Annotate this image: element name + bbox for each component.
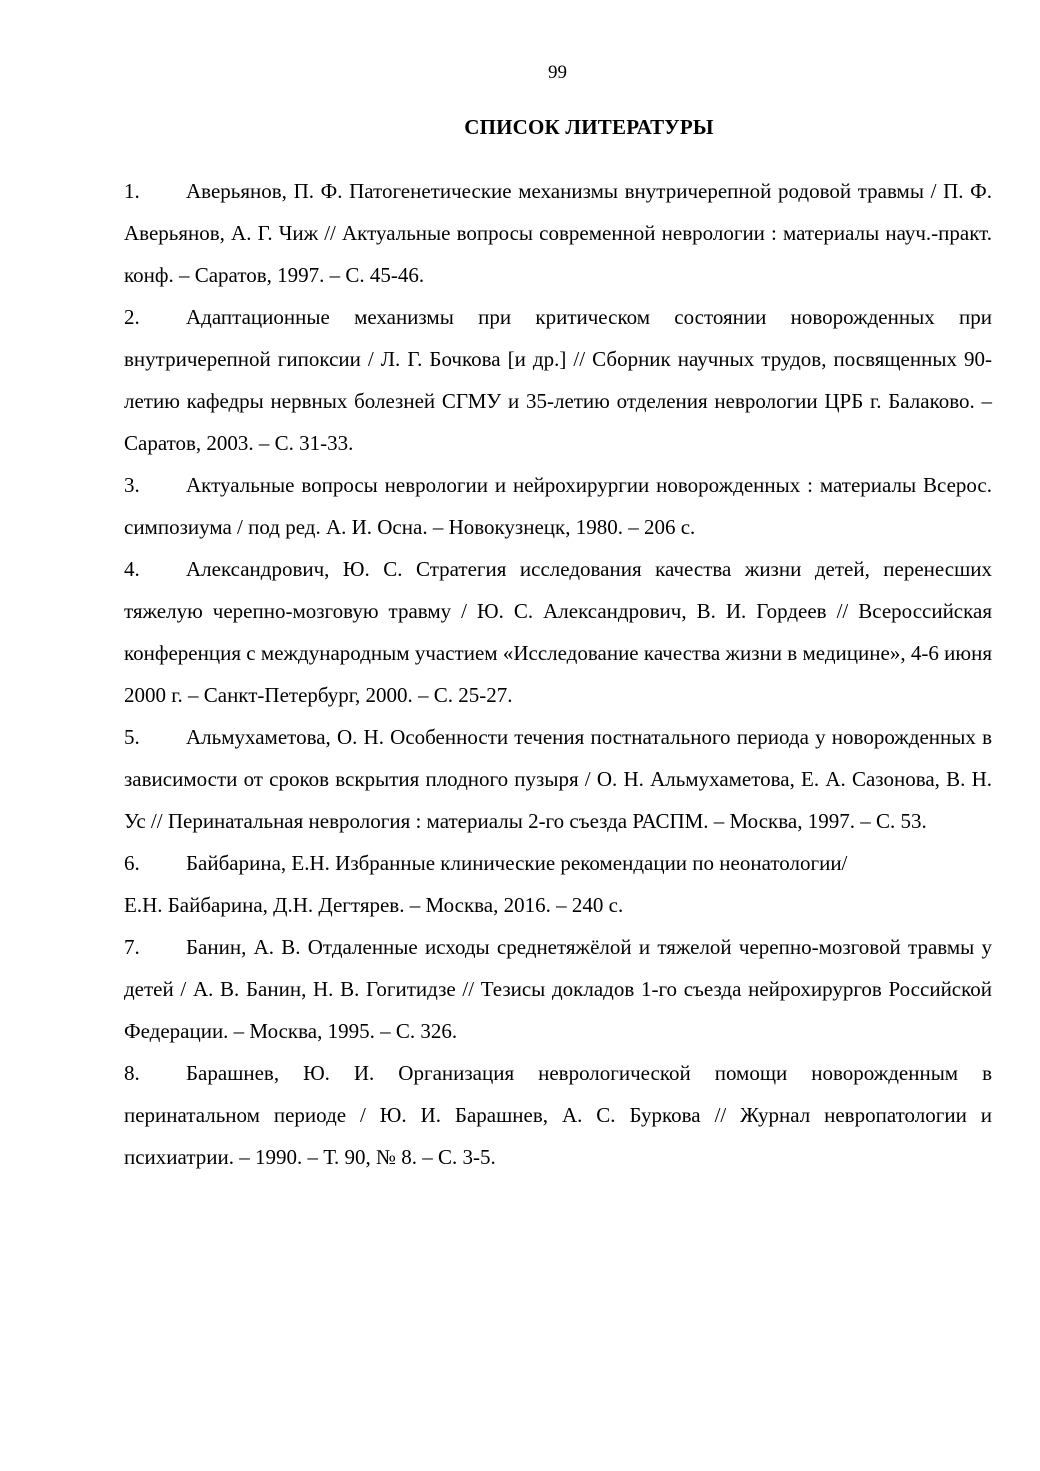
reference-text: Банин, А. В. Отдаленные исходы среднетяжёлой и тяжелой черепно-мозговой травмы у детей / А. В. Банин, Н. В. Гогитидзе // Тезисы докладов 1-го съезда нейрохирургов Российской Федерации. – Москва, 1995. – С. 326. xyxy=(124,935,992,1043)
reference-item-4 xyxy=(124,548,992,716)
reference-number: 2. xyxy=(124,305,140,329)
reference-number: 8. xyxy=(124,1061,140,1085)
reference-item-5 xyxy=(124,716,992,842)
reference-number: 5. xyxy=(124,725,140,749)
page-title: СПИСОК ЛИТЕРАТУРЫ xyxy=(464,115,714,139)
reference-text: Александрович, Ю. С. Стратегия исследования качества жизни детей, перенесших тяжелую черепно-мозговую травму / Ю. С. Александрович, В. И. Гордеев // Всероссийская конференция с международным участием «Исследование качества жизни в медицине», 4-6 июня 2000 г. – Санкт-Петербург, 2000. – С. 25-27. xyxy=(124,557,992,707)
reference-item-8 xyxy=(124,1052,992,1178)
reference-number: 6. xyxy=(124,851,140,875)
reference-text: Альмухаметова, О. Н. Особенности течения постнатального периода у новорожденных в зависимости от сроков вскрытия плодного пузыря / О. Н. Альмухаметова, Е. А. Сазонова, В. Н. Ус // Перинатальная неврология : материалы 2-го съезда РАСПМ. – Москва, 1997. – С. 53. xyxy=(124,725,992,833)
reference-number: 4. xyxy=(124,557,140,581)
reference-number: 3. xyxy=(124,473,140,497)
reference-text: Актуальные вопросы неврологии и нейрохирургии новорожденных : материалы Всерос. симпозиума / под ред. А. И. Осна. – Новокузнецк, 1980. – 206 с. xyxy=(124,473,992,539)
reference-list xyxy=(124,170,992,1178)
reference-text: Аверьянов, П. Ф. Патогенетические механизмы внутричерепной родовой травмы / П. Ф. Аверьянов, А. Г. Чиж // Актуальные вопросы современной неврологии : материалы науч.-практ. конф. – Саратов, 1997. – С. 45-46. xyxy=(124,179,992,287)
reference-text: Адаптационные механизмы при критическом состоянии новорожденных при внутричерепной гипоксии / Л. Г. Бочкова [и др.] // Сборник научных трудов, посвященных 90-летию кафедры нервных болезней СГМУ и 35-летию отделения неврологии ЦРБ г. Балаково. – Саратов, 2003. – С. 31-33. xyxy=(124,305,992,455)
reference-text: Барашнев, Ю. И. Организация неврологической помощи новорожденным в перинатальном периоде / Ю. И. Барашнев, А. С. Буркова // Журнал невропатологии и психиатрии. – 1990. – Т. 90, № 8. – С. 3-5. xyxy=(124,1061,992,1169)
reference-item-3 xyxy=(124,464,992,548)
reference-item-7 xyxy=(124,926,992,1052)
reference-number: 7. xyxy=(124,935,140,959)
page-number: 99 xyxy=(548,62,567,83)
reference-item-2 xyxy=(124,296,992,464)
reference-text-continuation: Е.Н. Байбарина, Д.Н. Дегтярев. – Москва, 2016. – 240 с. xyxy=(124,893,624,917)
reference-text: Байбарина, Е.Н. Избранные клинические рекомендации по неонатологии/ xyxy=(186,851,848,875)
reference-item-1 xyxy=(124,170,992,296)
reference-number: 1. xyxy=(124,179,140,203)
reference-item-6 xyxy=(124,842,992,926)
